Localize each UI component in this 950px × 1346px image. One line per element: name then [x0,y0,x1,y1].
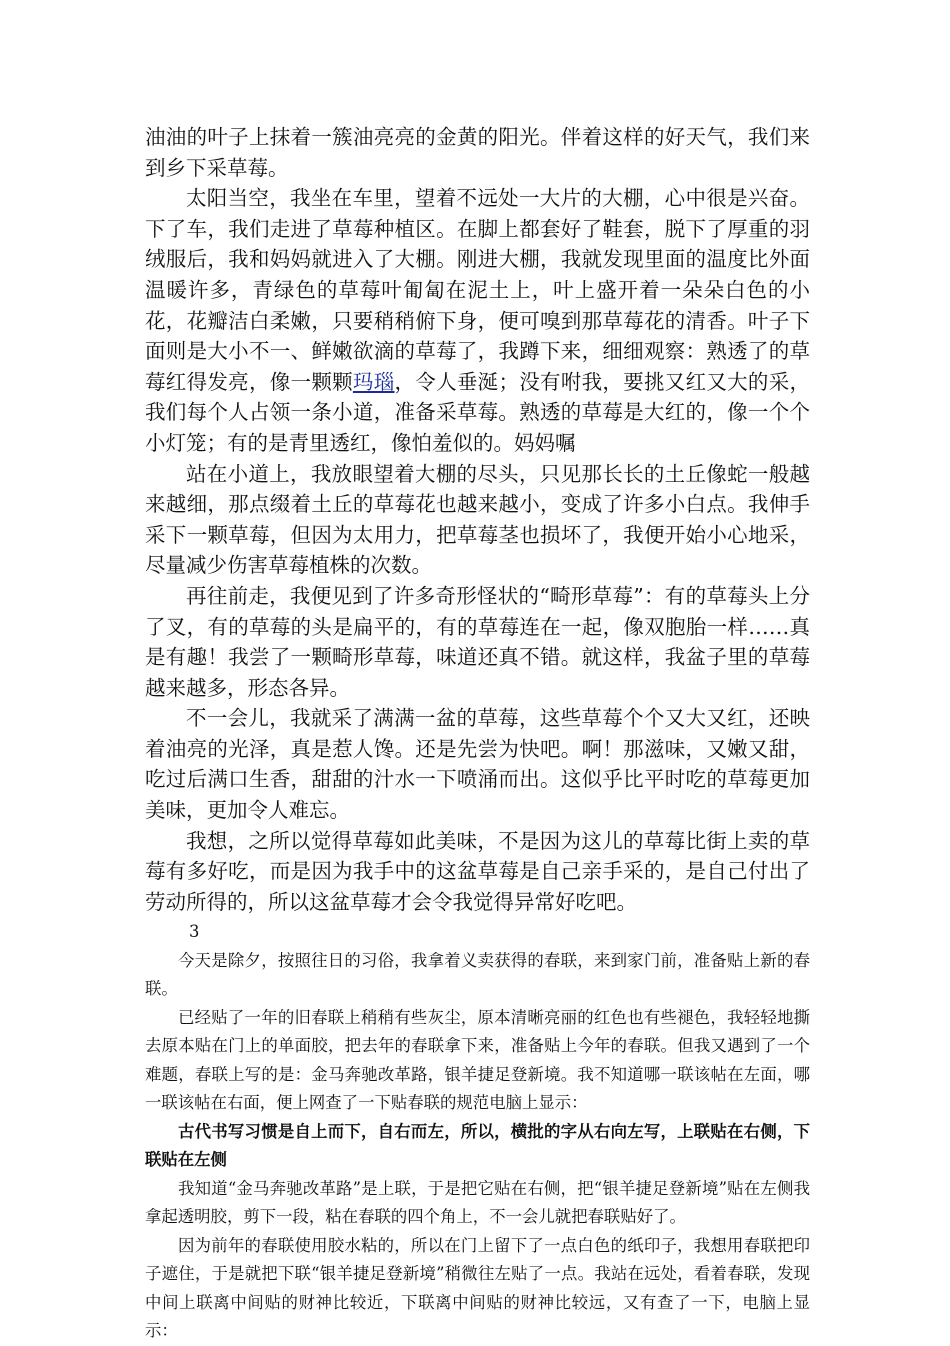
paragraph-continued: 油油的叶子上抹着一簇油亮亮的金黄的阳光。伴着这样的好天气，我们来到乡下采草莓。 [145,125,810,180]
paragraph-greenhouse [145,183,810,458]
paragraph-rule-bold: 古代书写习惯是自上而下，自右而左，所以，横批的字从右向左写，上联贴在右侧，下联贴在左侧 [145,1121,810,1170]
agate-link[interactable]: 玛瑙 [352,369,395,394]
paragraph-glue-marks: 因为前年的春联使用胶水粘的，所以在门上留下了一点白色的纸印子，我想用春联把印子遮住，于是就把下联“银羊捷足登新境”稍微往左贴了一点。我站在远处，看着春联，发现中间上联离中间贴的财神比较近，下联离中间贴的财神比较远，又有查了一下，电脑上显示： [145,1235,810,1341]
spring-couplet-story-section [145,918,810,1346]
section-number: 3 [189,922,200,942]
paragraph-greenhouse-text-2: ，令人垂涎；没有咐我，要挑又红又大的采，我们每个人占领一条小道，准备采草莓。熟透的草莓是大红的，像一个个小灯笼；有的是青里透红，像怕羞似的。妈妈嘱 [145,369,811,455]
paragraph-reason: 我想，之所以觉得草莓如此美味，不是因为这儿的草莓比街上卖的草莓有多好吃，而是因为我手中的这盆草莓是自己亲手采的，是自己付出了劳动所得的，所以这盆草莓才会令我觉得异常好吃吧。 [145,828,810,914]
paragraph-placement: 我知道“金马奔驰改革路”是上联，于是把它贴在右侧，把“银羊捷足登新境”贴在左侧我拿起透明胶，剪下一段，粘在春联的四个角上，不一会儿就把春联贴好了。 [145,1178,810,1227]
paragraph-path: 站在小道上，我放眼望着大棚的尽头，只见那长长的土丘像蛇一般越来越细，那点缀着土丘的草莓花也越来越小，变成了许多小白点。我伸手采下一颗草莓，但因为太用力，把草莓茎也损坏了，我便开始小心地采，尽量减少伤害草莓植株的次数。 [145,461,810,578]
paragraph-odd-strawberries: 再往前走，我便见到了许多奇形怪状的“畸形草莓”：有的草莓头上分了叉，有的草莓的头是扁平的，有的草莓连在一起，像双胞胎一样……真是有趣！我尝了一颗畸形草莓，味道还真不错。就这样，我盆子里的草莓越来越多，形态各异。 [145,583,810,700]
paragraph-full-basin: 不一会儿，我就采了满满一盆的草莓，这些草莓个个又大又红，还映着油亮的光泽，真是惹人馋。还是先尝为快吧。啊！那滋味，又嫩又甜，吃过后满口生香，甜甜的汁水一下喷涌而出。这似乎比平时吃的草莓更加美味，更加令人难忘。 [145,706,810,823]
paragraph-greenhouse-text-1: 太阳当空，我坐在车里，望着不远处一大片的大棚，心中很是兴奋。下了车，我们走进了草莓种植区。在脚上都套好了鞋套，脱下了厚重的羽绒服后，我和妈妈就进入了大棚。刚进大棚，我就发现里面的温度比外面温暖许多，青绿色的草莓叶匍匐在泥土上，叶上盛开着一朵朵白色的小花，花瓣洁白柔嫩，只要稍稍俯下身，便可嗅到那草莓花的清香。叶子下面则是大小不一、鲜嫩欲滴的草莓了，我蹲下来，细细观察：熟透了的草莓红得发亮，像一颗颗 [145,186,810,394]
document-body [145,122,810,1346]
strawberry-story-section [145,122,810,917]
paragraph-old-couplet: 已经贴了一年的旧春联上稍稍有些灰尘，原本清晰亮丽的红色也有些褪色，我轻轻地撕去原本贴在门上的单面胶，把去年的春联拿下来，准备贴上今年的春联。但我又遇到了一个难题，春联上写的是：金马奔驰改革路，银羊捷足登新境。我不知道哪一联该帖在左面，哪一联该帖在右面，便上网查了一下贴春联的规范电脑上显示： [145,1007,810,1113]
paragraph-new-year-eve: 今天是除夕，按照往日的习俗，我拿着义卖获得的春联，来到家门前，准备贴上新的春联。 [145,950,810,999]
